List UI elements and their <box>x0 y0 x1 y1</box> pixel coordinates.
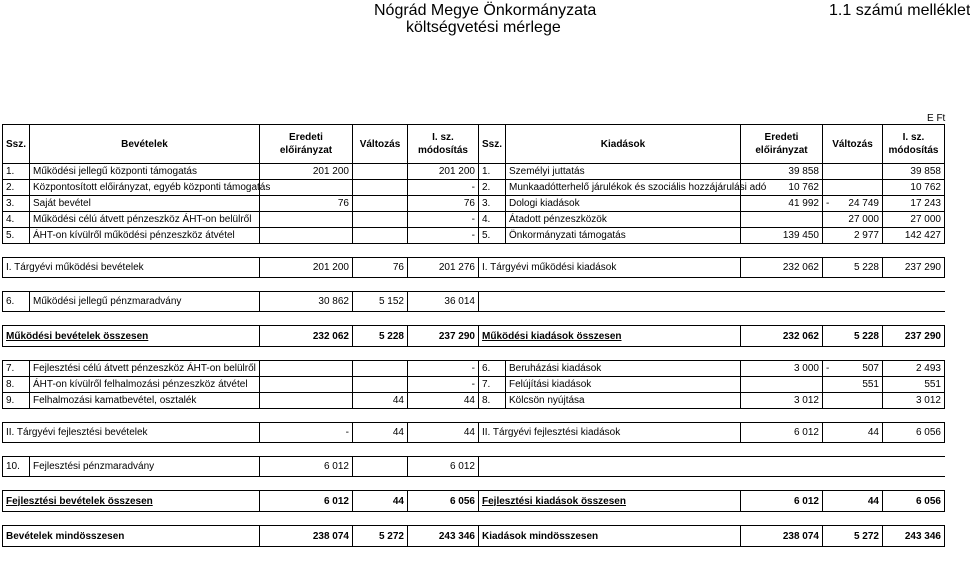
expense-original: 10 762 <box>741 180 823 196</box>
expense-mod: 27 000 <box>883 212 945 228</box>
subtotal-row <box>3 258 945 278</box>
row-number: 9. <box>3 393 30 409</box>
table-row <box>3 212 945 228</box>
income-original: 238 074 <box>260 526 353 547</box>
income-change: 5 228 <box>353 326 408 347</box>
income-mod: - <box>408 377 479 393</box>
page-header <box>0 1 970 41</box>
row-number: 10. <box>3 457 30 477</box>
row-number: 6. <box>479 361 506 377</box>
expense-mod: 237 290 <box>883 326 945 347</box>
expense-mod: 243 346 <box>883 526 945 547</box>
expense-total-label: Fejlesztési kiadások összesen <box>479 491 741 512</box>
income-mod: 6 056 <box>408 491 479 512</box>
expense-label: Átadott pénzeszközök <box>506 212 741 228</box>
table-row <box>3 393 945 409</box>
income-original: 76 <box>260 196 353 212</box>
row-number: 6. <box>3 292 30 312</box>
expense-change <box>823 361 883 377</box>
col-header-income: Bevételek <box>30 125 260 164</box>
income-label: Működési jellegű központi támogatás <box>30 164 260 180</box>
expense-change <box>823 164 883 180</box>
income-mod: 44 <box>408 393 479 409</box>
expense-mod: 3 012 <box>883 393 945 409</box>
income-mod: - <box>408 361 479 377</box>
income-change <box>353 361 408 377</box>
income-change: 76 <box>353 258 408 278</box>
income-total-label: Működési bevételek összesen <box>3 326 260 347</box>
table-row <box>3 228 945 244</box>
row-number: 5. <box>3 228 30 244</box>
income-change <box>353 228 408 244</box>
income-original <box>260 393 353 409</box>
expense-label: Felújítási kiadások <box>506 377 741 393</box>
expense-original: 41 992 <box>741 196 823 212</box>
expense-original <box>741 212 823 228</box>
spacer-row <box>3 512 945 526</box>
row-number: 1. <box>479 164 506 180</box>
income-mod: 6 012 <box>408 457 479 477</box>
minus-sign: - <box>826 198 830 209</box>
income-label: Fejlesztési pénzmaradvány <box>30 457 260 477</box>
expense-original <box>741 377 823 393</box>
expense-original: 232 062 <box>741 258 823 278</box>
expense-change: 44 <box>823 423 883 443</box>
currency-unit: E Ft <box>927 113 946 124</box>
expense-label: Önkormányzati támogatás <box>506 228 741 244</box>
table-row <box>3 164 945 180</box>
income-change <box>353 212 408 228</box>
row-number: 5. <box>479 228 506 244</box>
income-change: 44 <box>353 491 408 512</box>
income-original: 30 862 <box>260 292 353 312</box>
expense-original: 6 012 <box>741 491 823 512</box>
income-mod: - <box>408 212 479 228</box>
grand-total-row <box>3 526 945 547</box>
expense-original: 6 012 <box>741 423 823 443</box>
income-label: Központosított előirányzat, egyéb központi támogatás <box>30 180 260 196</box>
expense-change: 2 977 <box>823 228 883 244</box>
expense-change: 5 228 <box>823 258 883 278</box>
subtotal-row <box>3 423 945 443</box>
row-number: 7. <box>3 361 30 377</box>
expense-label: Személyi juttatás <box>506 164 741 180</box>
spacer-row <box>3 278 945 292</box>
expense-mod: 551 <box>883 377 945 393</box>
income-label: Saját bevétel <box>30 196 260 212</box>
row-number: 8. <box>479 393 506 409</box>
table-header-row <box>3 125 945 164</box>
expense-subtotal-label: II. Tárgyévi fejlesztési kiadások <box>479 423 741 443</box>
col-header-expense: Kiadások <box>506 125 741 164</box>
col-header-ssz: Ssz. <box>3 125 30 164</box>
col-header-mod: I. sz. módosítás <box>883 125 945 164</box>
col-header-mod: I. sz. módosítás <box>408 125 479 164</box>
total-row <box>3 491 945 512</box>
empty-cell <box>479 457 945 477</box>
row-number: 8. <box>3 377 30 393</box>
income-original <box>260 212 353 228</box>
expense-mod: 6 056 <box>883 423 945 443</box>
page-subtitle: költségvetési mérlege <box>406 19 561 36</box>
total-row <box>3 326 945 347</box>
income-change <box>353 377 408 393</box>
expense-label: Dologi kiadások <box>506 196 741 212</box>
spacer-row <box>3 244 945 258</box>
income-original: 6 012 <box>260 491 353 512</box>
income-original <box>260 228 353 244</box>
expense-change <box>823 180 883 196</box>
table-row <box>3 377 945 393</box>
empty-cell <box>479 292 945 312</box>
col-header-ssz: Ssz. <box>479 125 506 164</box>
expense-label: Munkaadótterhelő járulékok és szociális hozzájárulási adó <box>506 180 741 196</box>
change-value: 24 749 <box>848 198 879 209</box>
spacer-row <box>3 443 945 457</box>
spacer-row <box>3 312 945 326</box>
col-header-original: Eredeti előirányzat <box>741 125 823 164</box>
expense-mod: 39 858 <box>883 164 945 180</box>
expense-mod: 17 243 <box>883 196 945 212</box>
expense-mod: 237 290 <box>883 258 945 278</box>
income-change: 5 152 <box>353 292 408 312</box>
row-number: 2. <box>3 180 30 196</box>
expense-subtotal-label: I. Tárgyévi működési kiadások <box>479 258 741 278</box>
income-label: Felhalmozási kamatbevétel, osztalék <box>30 393 260 409</box>
expense-change <box>823 393 883 409</box>
expense-original: 39 858 <box>741 164 823 180</box>
income-mod: 76 <box>408 196 479 212</box>
expense-label: Beruházási kiadások <box>506 361 741 377</box>
expense-mod: 6 056 <box>883 491 945 512</box>
income-label: ÁHT-on kívülről felhalmozási pénzeszköz átvétel <box>30 377 260 393</box>
expense-mod: 2 493 <box>883 361 945 377</box>
income-mod: - <box>408 228 479 244</box>
income-original: 232 062 <box>260 326 353 347</box>
income-change <box>353 196 408 212</box>
income-original: 201 200 <box>260 164 353 180</box>
income-mod: 36 014 <box>408 292 479 312</box>
income-mod: 44 <box>408 423 479 443</box>
income-label: Működési célú átvett pénzeszköz ÁHT-on belülről <box>30 212 260 228</box>
income-change: 44 <box>353 423 408 443</box>
income-change: 5 272 <box>353 526 408 547</box>
expense-original: 3 012 <box>741 393 823 409</box>
income-label: Működési jellegű pénzmaradvány <box>30 292 260 312</box>
row-number: 2. <box>479 180 506 196</box>
col-header-original: Eredeti előirányzat <box>260 125 353 164</box>
row-number: 4. <box>479 212 506 228</box>
expense-original: 3 000 <box>741 361 823 377</box>
spacer-row <box>3 477 945 491</box>
row-number: 1. <box>3 164 30 180</box>
income-change <box>353 180 408 196</box>
table-row <box>3 457 945 477</box>
income-subtotal-label: I. Tárgyévi működési bevételek <box>3 258 260 278</box>
income-original: - <box>260 423 353 443</box>
table-row <box>3 196 945 212</box>
income-mod: 237 290 <box>408 326 479 347</box>
income-mod: 201 200 <box>408 164 479 180</box>
expense-original: 139 450 <box>741 228 823 244</box>
expense-change: 5 228 <box>823 326 883 347</box>
income-original: 201 200 <box>260 258 353 278</box>
income-label: Fejlesztési célú átvett pénzeszköz ÁHT-on belülről <box>30 361 260 377</box>
expense-original: 232 062 <box>741 326 823 347</box>
expense-change: 27 000 <box>823 212 883 228</box>
income-change <box>353 457 408 477</box>
income-total-label: Fejlesztési bevételek összesen <box>3 491 260 512</box>
col-header-change: Változás <box>353 125 408 164</box>
row-number: 3. <box>479 196 506 212</box>
income-original: 6 012 <box>260 457 353 477</box>
expense-mod: 10 762 <box>883 180 945 196</box>
income-original <box>260 180 353 196</box>
income-original <box>260 361 353 377</box>
income-change <box>353 164 408 180</box>
annex-label: 1.1 számú melléklet <box>829 2 970 19</box>
expense-label: Kölcsön nyújtása <box>506 393 741 409</box>
income-subtotal-label: II. Tárgyévi fejlesztési bevételek <box>3 423 260 443</box>
budget-balance-table <box>2 124 945 547</box>
expense-change <box>823 196 883 212</box>
table-row <box>3 292 945 312</box>
spacer-row <box>3 347 945 361</box>
row-number: 7. <box>479 377 506 393</box>
minus-sign: - <box>826 363 830 374</box>
income-label: ÁHT-on kívülről működési pénzeszköz átvétel <box>30 228 260 244</box>
org-title: Nógrád Megye Önkormányzata <box>374 2 597 19</box>
expense-mod: 142 427 <box>883 228 945 244</box>
table-row <box>3 180 945 196</box>
income-mod: 201 276 <box>408 258 479 278</box>
expense-change: 44 <box>823 491 883 512</box>
expense-change: 5 272 <box>823 526 883 547</box>
row-number: 4. <box>3 212 30 228</box>
income-mod: - <box>408 180 479 196</box>
income-change: 44 <box>353 393 408 409</box>
income-grand-total-label: Bevételek mindösszesen <box>3 526 260 547</box>
income-mod: 243 346 <box>408 526 479 547</box>
income-original <box>260 377 353 393</box>
expense-change: 551 <box>823 377 883 393</box>
spacer-row <box>3 409 945 423</box>
expense-original: 238 074 <box>741 526 823 547</box>
expense-total-label: Működési kiadások összesen <box>479 326 741 347</box>
col-header-change: Változás <box>823 125 883 164</box>
table-row <box>3 361 945 377</box>
expense-grand-total-label: Kiadások mindösszesen <box>479 526 741 547</box>
change-value: 507 <box>862 363 879 374</box>
row-number: 3. <box>3 196 30 212</box>
